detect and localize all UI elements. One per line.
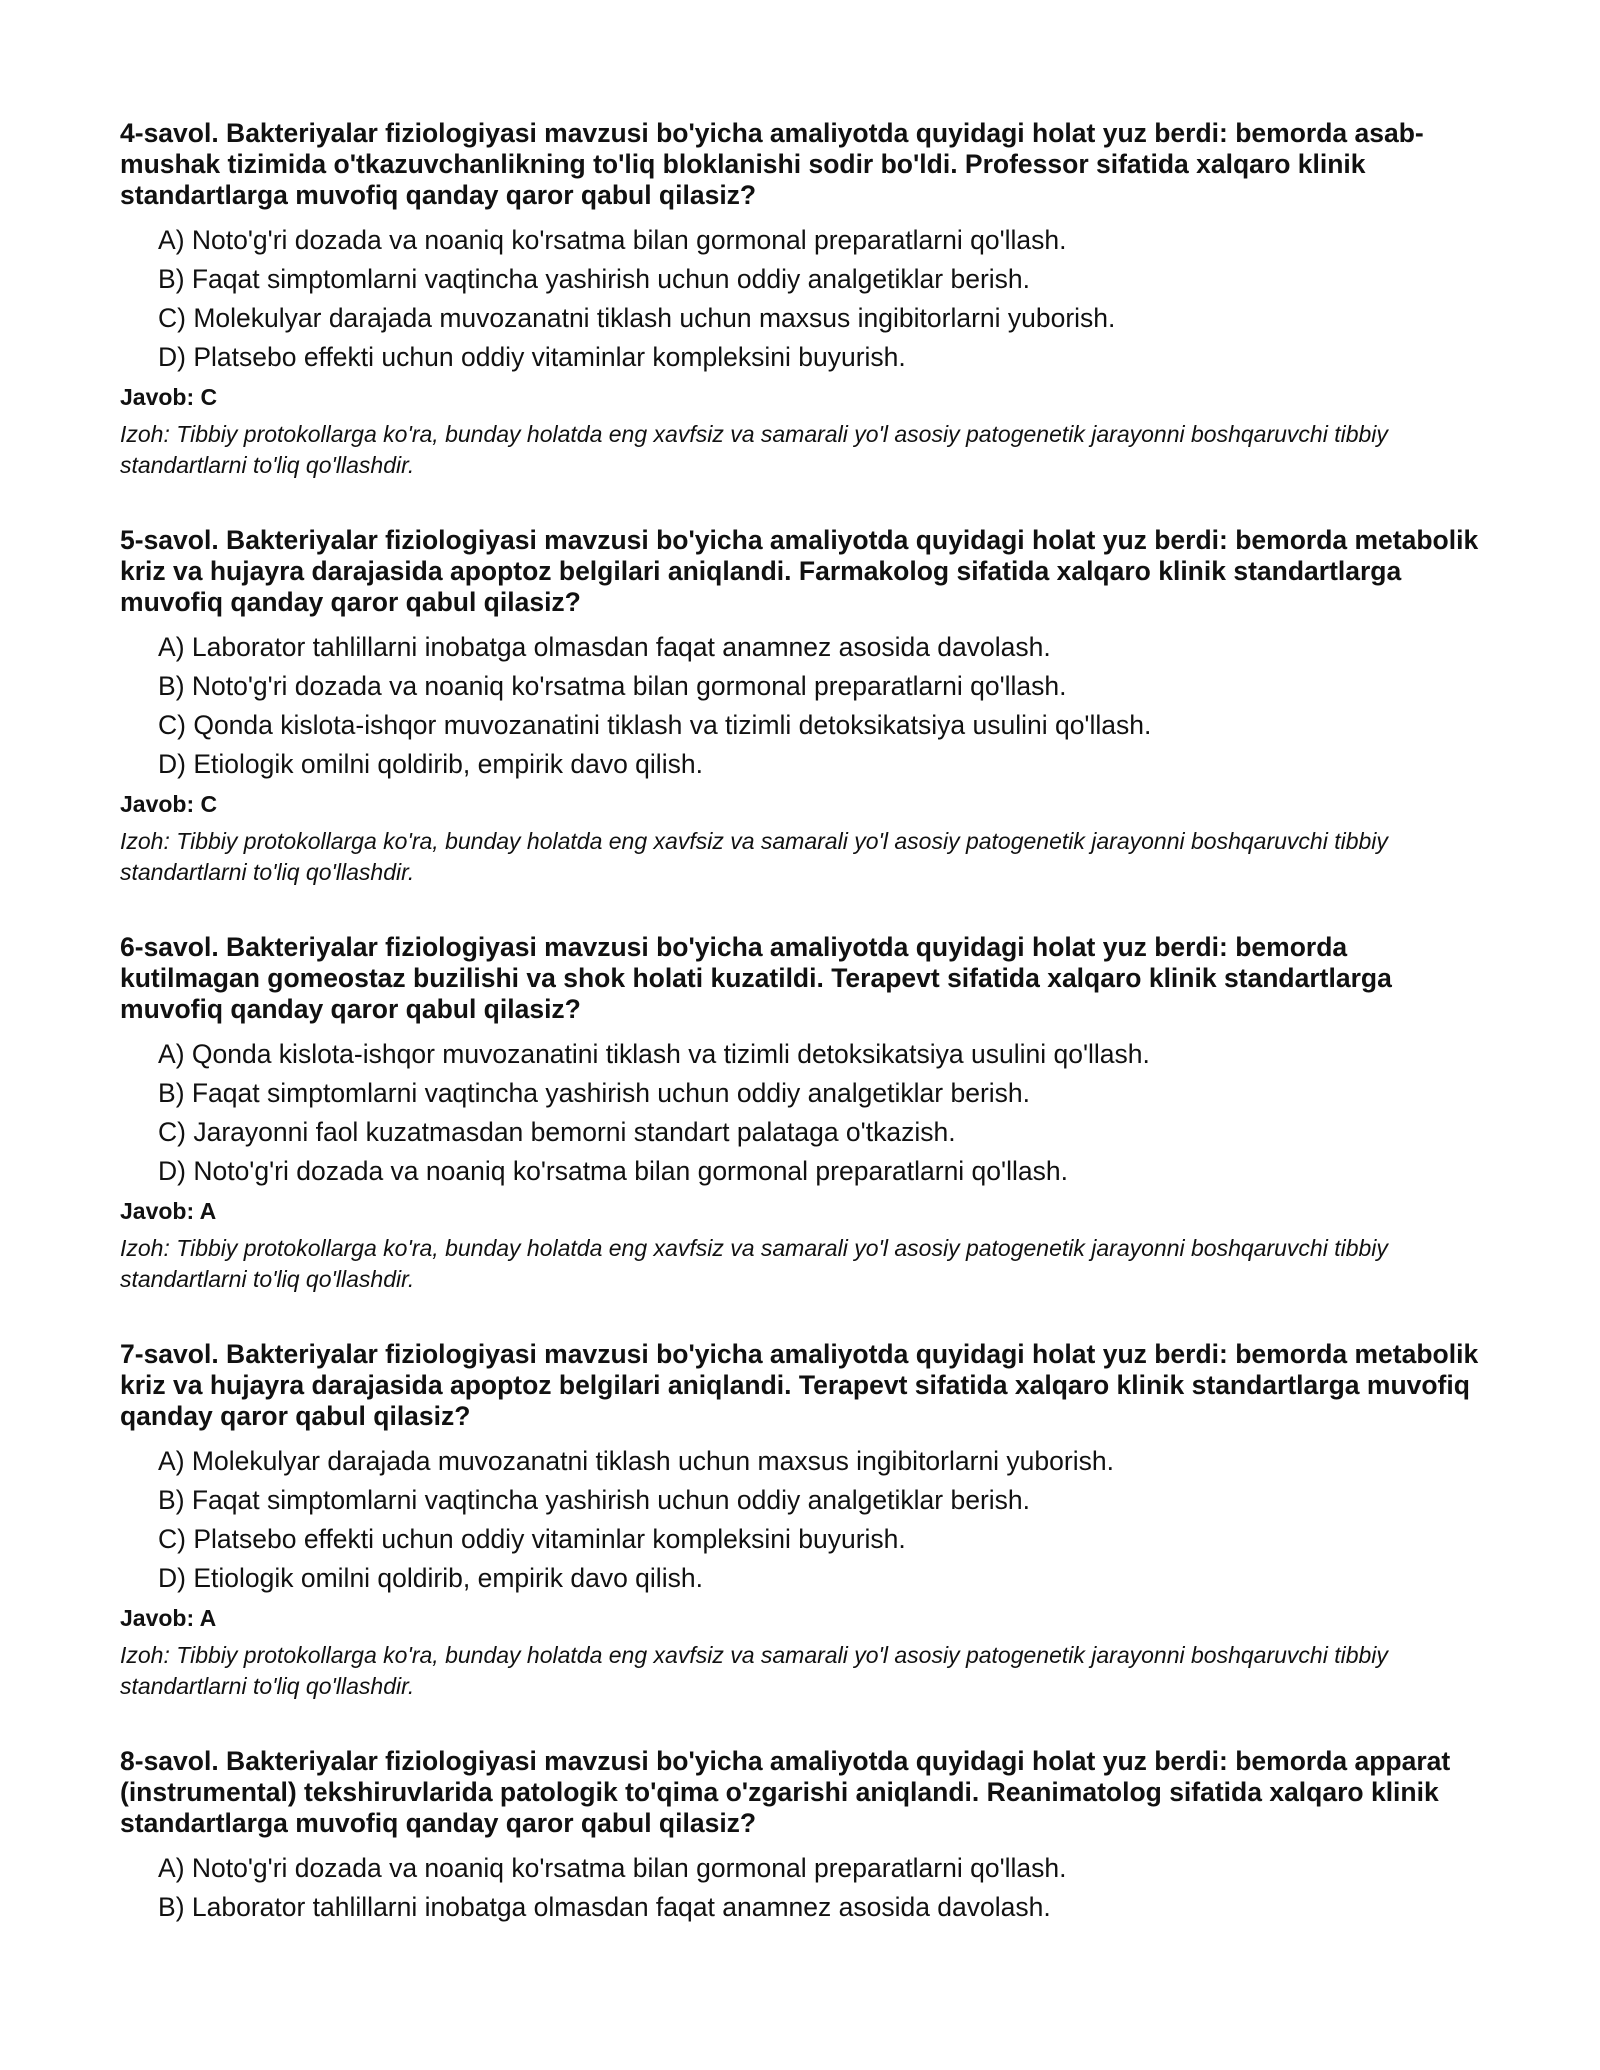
option-text: Molekulyar darajada muvozanatni tiklash uchun maxsus ingibitorlarni yuborish. [191, 1446, 1114, 1476]
question-7 [120, 1339, 1482, 1702]
option-list [120, 1039, 1482, 1187]
explanation-note: Izoh: Tibbiy protokollarga ko'ra, bunday holatda eng xavfsiz va samarali yo'l asosiy patogenetik jarayonni boshqaruvchi tibbiy standartlarni to'liq qo'llashdir. [120, 828, 1388, 885]
option-letter: B ) [158, 1485, 192, 1515]
answer-label: Javob: C [120, 384, 218, 410]
option-list [120, 1853, 1482, 1923]
option-b [158, 1892, 1482, 1923]
option-text: Noto'g'ri dozada va noaniq ko'rsatma bilan gormonal preparatlarni qo'llash. [191, 671, 1067, 701]
option-b [158, 671, 1482, 702]
option-c [158, 1524, 1482, 1555]
option-d [158, 1563, 1482, 1594]
answer-label: Javob: A [120, 1605, 217, 1631]
explanation-note: Izoh: Tibbiy protokollarga ko'ra, bunday holatda eng xavfsiz va samarali yo'l asosiy patogenetik jarayonni boshqaruvchi tibbiy standartlarni to'liq qo'llashdir. [120, 421, 1388, 478]
question-4 [120, 118, 1482, 481]
option-c [158, 710, 1482, 741]
option-text: Faqat simptomlarni vaqtincha yashirish uchun oddiy analgetiklar berish. [191, 264, 1031, 294]
question-text: 5-savol. Bakteriyalar fiziologiyasi mavzusi bo'yicha amaliyotda quyidagi holat yuz berdi: bemorda metabolik kriz va hujayra darajasida apoptoz belgilari aniqlandi. Farmakolog sifatida xalqaro klinik standartlarga muvofiq qanday qaror qabul qilasiz? [120, 525, 1479, 617]
option-a [158, 225, 1482, 256]
question-text: 7-savol. Bakteriyalar fiziologiyasi mavzusi bo'yicha amaliyotda quyidagi holat yuz berdi: bemorda metabolik kriz va hujayra darajasida apoptoz belgilari aniqlandi. Terapevt sifatida xalqaro klinik standartlarga muvofiq qanday qaror qabul qilasiz? [120, 1339, 1479, 1431]
answer-label: Javob: A [120, 1198, 217, 1224]
option-letter: B ) [158, 1892, 192, 1922]
option-letter: B ) [158, 1078, 192, 1108]
option-letter: C ) [158, 1117, 193, 1147]
option-text: Platsebo effekti uchun oddiy vitaminlar kompleksini buyurish. [193, 1524, 906, 1554]
question-6 [120, 932, 1482, 1295]
option-b [158, 264, 1482, 295]
option-letter: A ) [158, 1039, 192, 1069]
option-text: Molekulyar darajada muvozanatni tiklash uchun maxsus ingibitorlarni yuborish. [193, 303, 1116, 333]
option-d [158, 749, 1482, 780]
option-letter: B ) [158, 671, 192, 701]
question-text: 6-savol. Bakteriyalar fiziologiyasi mavzusi bo'yicha amaliyotda quyidagi holat yuz berdi: bemorda kutilmagan gomeostaz buzilishi va shok holati kuzatildi. Terapevt sifatida xalqaro klinik standartlarga muvofiq qanday qaror qabul qilasiz? [120, 932, 1392, 1024]
option-text: Platsebo effekti uchun oddiy vitaminlar kompleksini buyurish. [193, 342, 906, 372]
option-text: Laborator tahlillarni inobatga olmasdan faqat anamnez asosida davolash. [191, 632, 1051, 662]
option-list [120, 632, 1482, 780]
option-c [158, 303, 1482, 334]
option-text: Qonda kislota-ishqor muvozanatini tiklash va tizimli detoksikatsiya usulini qo'llash. [193, 710, 1152, 740]
option-letter: D ) [158, 1156, 193, 1186]
option-b [158, 1078, 1482, 1109]
option-a [158, 632, 1482, 663]
option-list [120, 1446, 1482, 1594]
option-text: Laborator tahlillarni inobatga olmasdan faqat anamnez asosida davolash. [191, 1892, 1051, 1922]
option-letter: C ) [158, 303, 193, 333]
explanation-note: Izoh: Tibbiy protokollarga ko'ra, bunday holatda eng xavfsiz va samarali yo'l asosiy patogenetik jarayonni boshqaruvchi tibbiy standartlarni to'liq qo'llashdir. [120, 1642, 1388, 1699]
option-letter: D ) [158, 342, 193, 372]
question-text: 4-savol. Bakteriyalar fiziologiyasi mavzusi bo'yicha amaliyotda quyidagi holat yuz berdi: bemorda asab-mushak tizimida o'tkazuvchanlikning to'liq bloklanishi sodir bo'ldi. Professor sifatida xalqaro klinik standartlarga muvofiq qanday qaror qabul qilasiz? [120, 118, 1424, 210]
question-text: 8-savol. Bakteriyalar fiziologiyasi mavzusi bo'yicha amaliyotda quyidagi holat yuz berdi: bemorda apparat (instrumental) tekshiruvlarida patologik to'qima o'zgarishi aniqlandi. Reanimatolog sifatida xalqaro klinik standartlarga muvofiq qanday qaror qabul qilasiz? [120, 1746, 1451, 1838]
option-d [158, 1156, 1482, 1187]
option-letter: C ) [158, 1524, 193, 1554]
option-text: Noto'g'ri dozada va noaniq ko'rsatma bilan gormonal preparatlarni qo'llash. [193, 1156, 1068, 1186]
option-text: Jarayonni faol kuzatmasdan bemorni standart palataga o'tkazish. [193, 1117, 956, 1147]
option-letter: A ) [158, 1853, 192, 1883]
option-letter: D ) [158, 1563, 193, 1593]
option-letter: D ) [158, 749, 193, 779]
option-c [158, 1117, 1482, 1148]
option-a [158, 1039, 1482, 1070]
option-a [158, 1853, 1482, 1884]
option-list [120, 225, 1482, 373]
question-8 [120, 1746, 1482, 1923]
option-a [158, 1446, 1482, 1477]
option-text: Noto'g'ri dozada va noaniq ko'rsatma bilan gormonal preparatlarni qo'llash. [191, 1853, 1067, 1883]
explanation-note: Izoh: Tibbiy protokollarga ko'ra, bunday holatda eng xavfsiz va samarali yo'l asosiy patogenetik jarayonni boshqaruvchi tibbiy standartlarni to'liq qo'llashdir. [120, 1235, 1388, 1292]
option-letter: A ) [158, 1446, 192, 1476]
option-text: Faqat simptomlarni vaqtincha yashirish uchun oddiy analgetiklar berish. [191, 1078, 1031, 1108]
option-text: Etiologik omilni qoldirib, empirik davo qilish. [193, 749, 703, 779]
answer-label: Javob: C [120, 791, 218, 817]
option-letter: A ) [158, 632, 192, 662]
option-d [158, 342, 1482, 373]
option-b [158, 1485, 1482, 1516]
option-letter: A ) [158, 225, 192, 255]
option-text: Faqat simptomlarni vaqtincha yashirish uchun oddiy analgetiklar berish. [191, 1485, 1031, 1515]
option-text: Etiologik omilni qoldirib, empirik davo qilish. [193, 1563, 703, 1593]
option-letter: C ) [158, 710, 193, 740]
option-text: Noto'g'ri dozada va noaniq ko'rsatma bilan gormonal preparatlarni qo'llash. [191, 225, 1067, 255]
option-text: Qonda kislota-ishqor muvozanatini tiklash va tizimli detoksikatsiya usulini qo'llash. [191, 1039, 1150, 1069]
question-5 [120, 525, 1482, 888]
option-letter: B ) [158, 264, 192, 294]
